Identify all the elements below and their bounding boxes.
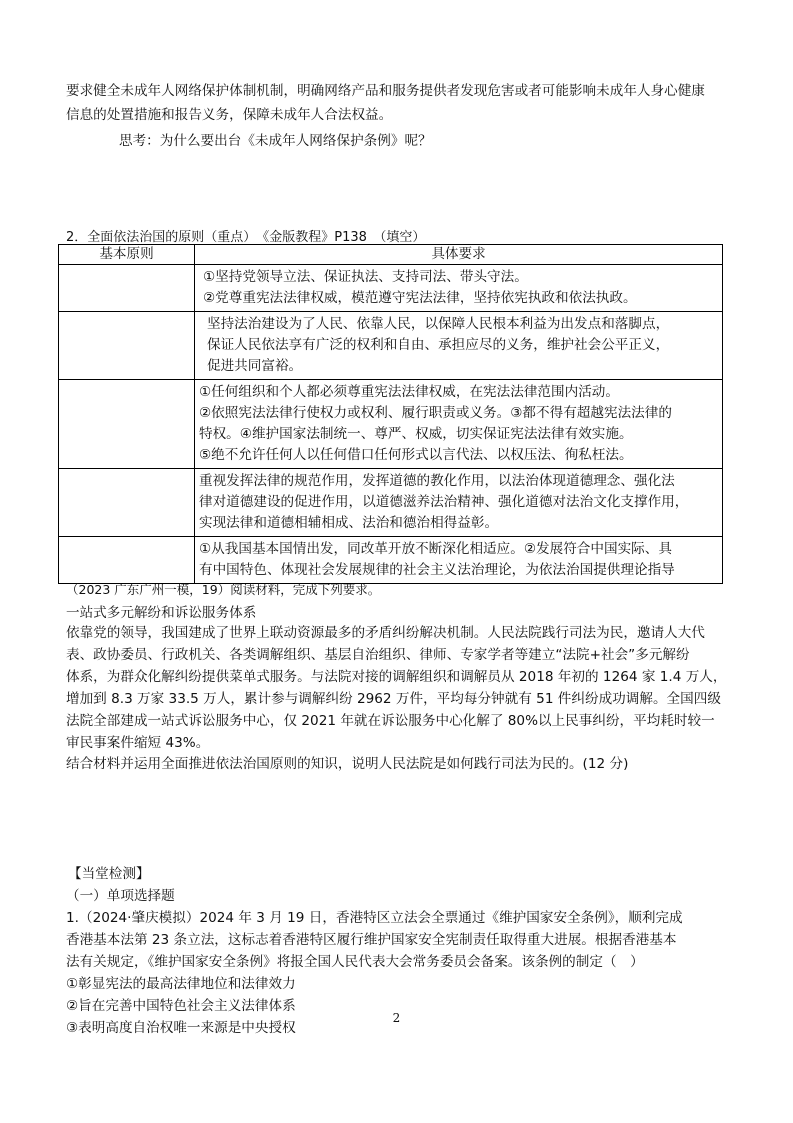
- requirement-line: 重视发挥法律的规范作用，发挥道德的教化作用，以法治体现道德理念、强化法: [199, 473, 675, 489]
- exercise-line: 增加到 8.3 万家 33.5 万人，累计参与调解纠纷 2962 万件，平均每分钟就有 51 件纠纷成功调解。全国四级: [66, 691, 721, 707]
- principle-blank[interactable]: [59, 469, 195, 537]
- intro-line-2: 信息的处置措施和报告义务，保障未成年人合法权益。: [66, 107, 393, 123]
- exercise-line: 法院全部建成一站式诉讼服务中心，仅 2021 年就在诉讼服务中心化解了 80%以上民事纠纷，平均耗时较一: [66, 713, 715, 729]
- requirement-line: 律对道德建设的促进作用，以道德滋养法治精神、强化道德对法治文化支撑作用，: [199, 494, 689, 510]
- requirement-line: ①从我国基本国情出发，同改革开放不断深化相适应。②发展符合中国实际、具: [199, 541, 672, 557]
- requirement-line: 坚持法治建设为了人民、依靠人民，以保障人民根本利益为出发点和落脚点，: [207, 316, 670, 332]
- question-options: [66, 973, 730, 1039]
- question-1: [66, 907, 730, 973]
- requirement-line: ①坚持党领导立法、保证执法、支持司法、带头守法。: [203, 269, 528, 285]
- exercise-line: 表、政协委员、行政机关、各类调解组织、基层自治组织、律师、专家学者等建立“法院+社会”多元解纷: [66, 647, 690, 663]
- section-heading: 2．全面依法治国的原则（重点） 《金版教程》P138 （填空）: [66, 230, 426, 245]
- requirement-line: ①任何组织和个人都必须尊重宪法法律权威，在宪法法律范围内活动。: [199, 384, 619, 400]
- check-subtitle: （一）单项选择题: [66, 888, 175, 904]
- requirement-line: 有中国特色、体现社会发展规律的社会主义法治理论，为依法治国提供理论指导: [199, 562, 675, 578]
- table-header-row: [59, 245, 723, 265]
- requirement-cell: [195, 265, 723, 312]
- principle-blank[interactable]: [59, 312, 195, 380]
- question-line: 法有关规定，《维护国家安全条例》将报全国人民代表大会常务委员会备案。该条例的制定（ ）: [66, 954, 644, 970]
- requirement-line: 实现法律和道德相辅相成、法治和德治相得益彰。: [199, 515, 499, 531]
- table-row: [59, 537, 723, 584]
- exercise-line: 审民事案件缩短 43%。: [66, 735, 210, 751]
- question-line: 香港基本法第 23 条立法，这标志着香港特区履行维护国家安全宪制责任取得重大进展。根据香港基本: [66, 932, 677, 948]
- requirement-line: ②党尊重宪法法律权威，模范遵守宪法法律，坚持依宪执政和依法执政。: [203, 290, 637, 306]
- header-requirements: 具体要求: [195, 245, 723, 265]
- option-item: ③表明高度自治权唯一来源是中央授权: [66, 1020, 296, 1036]
- requirement-line: ②依照宪法法律行使权力或权利、履行职责或义务。③都不得有超越宪法法律的: [199, 405, 672, 421]
- requirement-cell: [195, 537, 723, 584]
- header-principle: 基本原则: [59, 245, 195, 265]
- option-item: ①彰显宪法的最高法律地位和法律效力: [66, 976, 296, 992]
- principles-table: [58, 244, 723, 584]
- intro-line-1: 要求健全未成年人网络保护体制机制，明确网络产品和服务提供者发现危害或者可能影响未成年人身心健康: [66, 83, 705, 99]
- requirement-cell: [195, 312, 723, 380]
- exercise-line: 依靠党的领导，我国建成了世界上联动资源最多的矛盾纠纷解决机制。人民法院践行司法为民，邀请人大代: [66, 625, 705, 641]
- page-number: 2: [392, 1011, 401, 1025]
- think-question: 思考：为什么要出台《未成年人网络保护条例》呢？: [119, 133, 432, 149]
- requirement-line: ⑤绝不允许任何人以任何借口任何形式以言代法、以权压法、徇私枉法。: [199, 447, 633, 463]
- requirement-cell: [195, 380, 723, 469]
- table-row: [59, 265, 723, 312]
- requirement-line: 保证人民依法享有广泛的权利和自由、承担应尽的义务，维护社会公平正义，: [207, 337, 670, 353]
- option-item: ②旨在完善中国特色社会主义法律体系: [66, 998, 296, 1014]
- principle-blank[interactable]: [59, 537, 195, 584]
- requirement-line: 促进共同富裕。: [207, 358, 303, 374]
- exercise-title: 一站式多元解纷和诉讼服务体系: [66, 605, 257, 621]
- check-title: 【当堂检测】: [68, 866, 150, 882]
- principle-blank[interactable]: [59, 380, 195, 469]
- table-row: [59, 312, 723, 380]
- question-line: 1.（2024·肇庆模拟）2024 年 3 月 19 日，香港特区立法会全票通过《维护国家安全条例》，顺利完成: [66, 910, 683, 926]
- table-row: [59, 469, 723, 537]
- table-row: [59, 380, 723, 469]
- exercise-source: （2023 广东广州一模，19）阅读材料，完成下列要求。: [66, 582, 381, 597]
- principle-blank[interactable]: [59, 265, 195, 312]
- exercise-line: 体系，为群众化解纠纷提供菜单式服务。与法院对接的调解组织和调解员从 2018 年初的 1264 家 1.4 万人，: [66, 669, 727, 685]
- requirement-cell: [195, 469, 723, 537]
- exercise-question: 结合材料并运用全面推进依法治国原则的知识，说明人民法院是如何践行司法为民的。(12 分): [66, 756, 629, 772]
- exercise-body: [66, 622, 730, 754]
- requirement-line: 特权。④维护国家法制统一、尊严、权威，切实保证宪法法律有效实施。: [199, 426, 633, 442]
